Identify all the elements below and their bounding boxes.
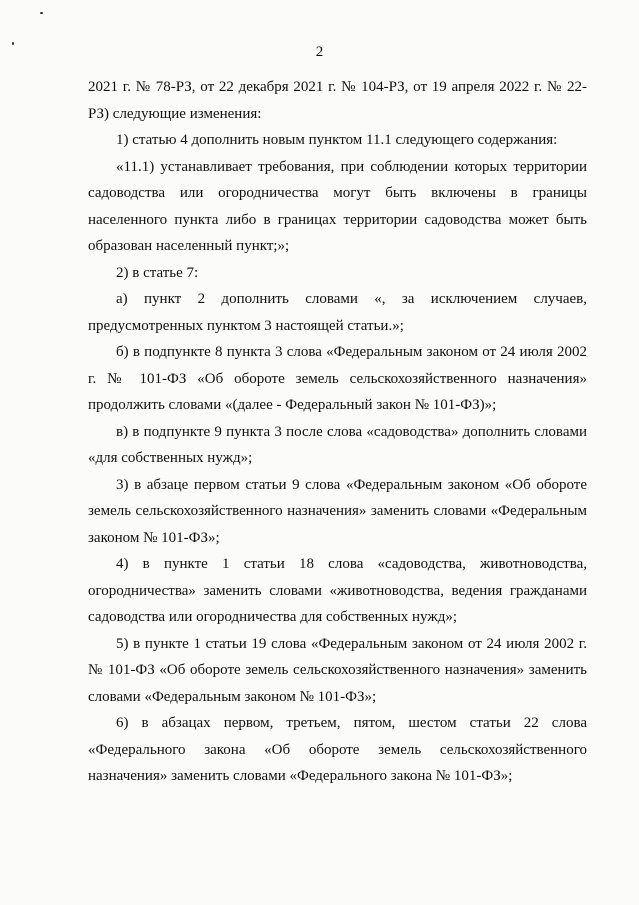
paragraph-item-3: 3) в абзаце первом статьи 9 слова «Федеральным законом «Об обороте земель сельскохозяйственного назначения» заменить словами «Федеральным законом № 101-ФЗ»;	[88, 476, 587, 546]
page-number: 2	[315, 44, 324, 60]
paragraph-continuation: 2021 г. № 78-РЗ, от 22 декабря 2021 г. № 104-РЗ, от 19 апреля 2022 г. № 22-РЗ) следующие изменения:	[88, 79, 587, 122]
paragraph-item-1: 1) статью 4 дополнить новым пунктом 11.1 следующего содержания:	[116, 132, 558, 148]
paragraph-quote-11-1: «11.1) устанавливает требования, при соблюдении которых территории садоводства или огородничества могут быть включены в границы населенного пункта либо в границах территории садоводства может быть образован населенный пункт;»;	[88, 158, 587, 254]
paragraph-item-6: 6) в абзацах первом, третьем, пятом, шестом статьи 22 слова «Федерального закона «Об обороте земель сельскохозяйственного назначения» заменить словами «Федерального закона № 101-ФЗ»;	[88, 715, 587, 784]
scan-speck	[40, 12, 43, 14]
document-body	[88, 74, 587, 790]
paragraph-item-2b: б) в подпункте 8 пункта 3 слова «Федеральным законом от 24 июля 2002 г. № 101-ФЗ «Об обороте земель сельскохозяйственного назначения» продолжить словами «(далее - Федеральный закон № 101-ФЗ)»;	[88, 344, 587, 413]
paragraph-item-2: 2) в статье 7:	[116, 264, 199, 281]
paragraph-item-4: 4) в пункте 1 статьи 18 слова «садоводства, животноводства, огородничества» заменить словами «животноводства, ведения гражданами садоводства или огородничества для собственных нужд»;	[88, 556, 587, 625]
paragraph-item-5: 5) в пункте 1 статьи 19 слова «Федеральным законом от 24 июля 2002 г. № 101-ФЗ «Об обороте земель сельскохозяйственного назначения» заменить словами «Федеральным законом № 101-ФЗ»;	[88, 635, 587, 705]
paragraph-item-2v: в) в подпункте 9 пункта 3 после слова «садоводства» дополнить словами «для собственных нужд»;	[88, 423, 587, 466]
paragraph-item-2a: а) пункт 2 дополнить словами «, за исключением случаев, предусмотренных пунктом 3 настоящей статьи.»;	[88, 291, 587, 334]
